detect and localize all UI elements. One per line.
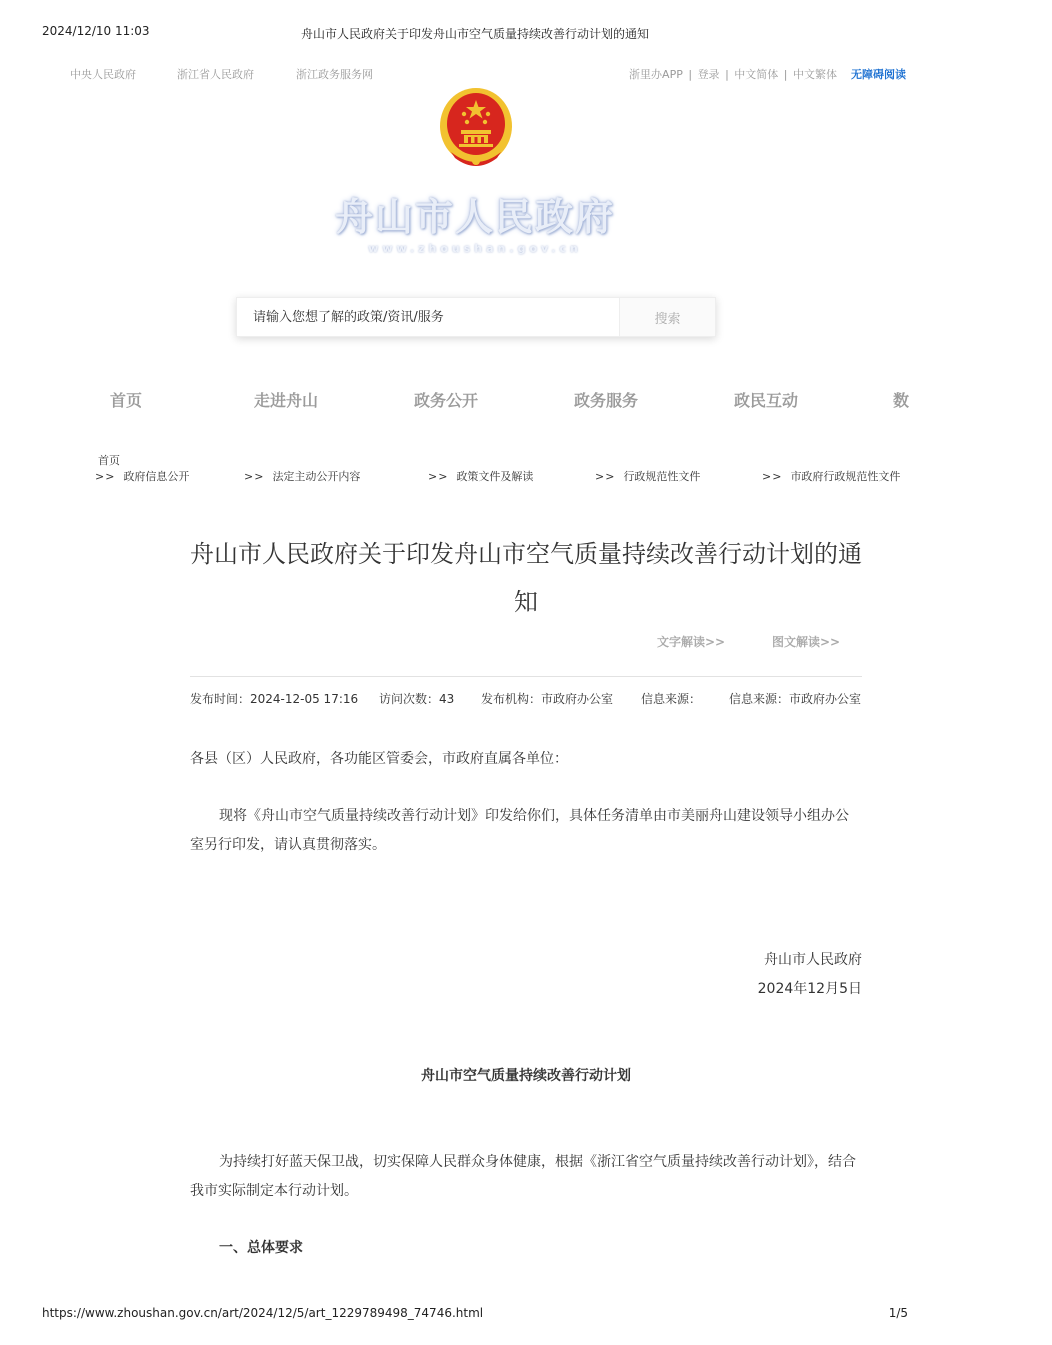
signature-organization: 舟山市人民政府 [764,952,862,968]
breadcrumb-separator: >> [95,470,116,483]
breadcrumb-separator: >> [428,470,449,483]
info-source-empty: 信息来源： [641,692,702,706]
top-link-app[interactable]: 浙里办APP [629,68,683,81]
plan-title: 舟山市空气质量持续改善行动计划 [421,1068,631,1084]
breadcrumb-separator: >> [762,470,783,483]
signature-date: 2024年12月5日 [757,981,862,997]
article-title: 舟山市人民政府关于印发舟山市空气质量持续改善行动计划的通知 [190,540,862,616]
top-link-central-gov[interactable]: 中央人民政府 [70,68,136,81]
info-source: 信息来源：市政府办公室 [729,692,862,706]
breadcrumb-label: 政府信息公开 [123,470,190,483]
print-page-number: 1/5 [888,1306,908,1320]
section-heading: 一、总体要求 [219,1240,303,1256]
national-emblem-icon [437,86,515,170]
top-link-simplified[interactable]: 中文简体 [734,68,779,81]
top-separator: | [725,68,729,81]
breadcrumb-item[interactable] [595,468,700,484]
accessibility-link[interactable]: 无障碍阅读 [851,68,906,81]
intro-paragraph: 现将《舟山市空气质量持续改善行动计划》印发给你们，具体任务清单由市美丽舟山建设领导小组办公室另行印发，请认真贯彻落实。 [190,808,849,853]
text-interpretation-link[interactable]: 文字解读>> [657,635,726,649]
visit-count: 访问次数：43 [379,692,455,706]
meta-divider [190,676,862,677]
print-datetime: 2024/12/10 11:03 [42,24,150,38]
top-link-zhejiang-service[interactable]: 浙江政务服务网 [296,68,373,81]
nav-item-data[interactable]: 数 [893,391,910,410]
site-title-logo: 舟山市人民政府 [334,195,615,239]
nav-item-gov-affairs[interactable]: 政务公开 [414,391,479,410]
nav-item-interaction[interactable]: 政民互动 [734,391,799,410]
salutation: 各县（区）人民政府，各功能区管委会，市政府直属各单位： [190,751,568,767]
breadcrumb-item[interactable] [95,468,189,484]
breadcrumb-item[interactable] [244,468,360,484]
print-url: https://www.zhoushan.gov.cn/art/2024/12/5/art_1229789498_74746.html [42,1306,484,1320]
breadcrumb-item[interactable] [762,468,900,484]
search-input[interactable] [237,298,620,336]
graphic-interpretation-link[interactable]: 图文解读>> [772,635,841,649]
print-page-title: 舟山市人民政府关于印发舟山市空气质量持续改善行动计划的通知 [300,27,649,41]
top-separator: | [783,68,788,81]
top-right-links [628,66,838,82]
search-box [236,297,716,337]
breadcrumb-label: 市政府行政规范性文件 [790,470,901,483]
top-link-zhejiang-gov[interactable]: 浙江省人民政府 [177,68,254,81]
nav-item-about-zhoushan[interactable]: 走进舟山 [254,391,319,410]
top-link-traditional[interactable]: 中文繁体 [793,68,837,81]
search-button[interactable]: 搜索 [619,298,715,336]
top-separator: | [688,68,693,81]
publish-time: 发布时间：2024-12-05 17:16 [190,692,359,706]
plan-intro-paragraph: 为持续打好蓝天保卫战，切实保障人民群众身体健康，根据《浙江省空气质量持续改善行动计划》，结合我市实际制定本行动计划。 [190,1154,856,1199]
site-domain: www.zhoushan.gov.cn [368,242,582,255]
nav-item-gov-services[interactable]: 政务服务 [574,391,639,410]
top-link-login[interactable]: 登录 [697,68,720,81]
breadcrumb-home[interactable]: 首页 [98,454,120,467]
breadcrumb-item[interactable] [428,468,533,484]
nav-item-home[interactable]: 首页 [110,391,143,410]
breadcrumb-label: 行政规范性文件 [623,470,701,483]
breadcrumb-separator: >> [595,470,616,483]
breadcrumb-separator: >> [244,470,265,483]
publisher: 发布机构：市政府办公室 [481,692,614,706]
breadcrumb-label: 政策文件及解读 [456,470,534,483]
breadcrumb-label: 法定主动公开内容 [272,470,361,483]
